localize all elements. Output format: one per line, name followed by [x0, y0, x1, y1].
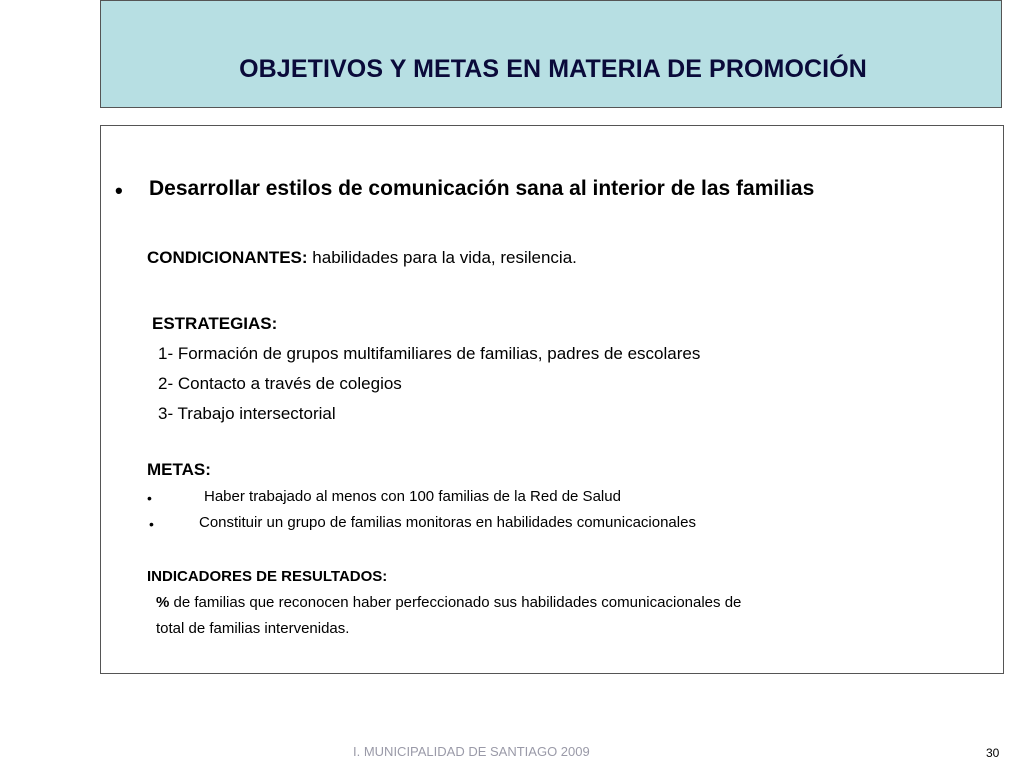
metas-item-1: Haber trabajado al menos con 100 familias de la Red de Salud — [204, 488, 621, 505]
indicadores-text-1: de familias que reconocen haber perfeccionado sus habilidades comunicacionales de — [169, 594, 742, 611]
metas-bullet-2: • — [149, 516, 154, 532]
condicionantes-text: habilidades para la vida, resilencia. — [307, 248, 577, 267]
estrategias-label: ESTRATEGIAS: — [152, 314, 278, 333]
metas-item-2: Constituir un grupo de familias monitoras en habilidades comunicacionales — [199, 514, 696, 531]
condicionantes-label: CONDICIONANTES: — [147, 248, 308, 267]
metas-label: METAS: — [147, 460, 211, 479]
condicionantes-line — [147, 248, 577, 268]
footer: I. MUNICIPALIDAD DE SANTIAGO 2009 — [353, 744, 590, 759]
slide-title: OBJETIVOS Y METAS EN MATERIA DE PROMOCIÓN — [239, 54, 867, 83]
estrategia-item-1: 1- Formación de grupos multifamiliares de familias, padres de escolares — [158, 344, 701, 363]
objective-text: Desarrollar estilos de comunicación sana al interior de las familias — [149, 177, 815, 200]
estrategia-item-3: 3- Trabajo intersectorial — [158, 404, 336, 423]
metas-bullet-1: • — [147, 490, 152, 506]
title-box — [100, 0, 1002, 108]
indicadores-label: INDICADORES DE RESULTADOS: — [147, 568, 388, 585]
indicadores-line-1 — [156, 594, 741, 611]
page-number: 30 — [986, 746, 1000, 760]
content-box — [100, 125, 1004, 674]
indicadores-line-2: total de familias intervenidas. — [156, 620, 350, 637]
estrategia-item-2: 2- Contacto a través de colegios — [158, 374, 402, 393]
objective-bullet: • — [115, 178, 123, 203]
percent-symbol: % — [156, 594, 170, 611]
